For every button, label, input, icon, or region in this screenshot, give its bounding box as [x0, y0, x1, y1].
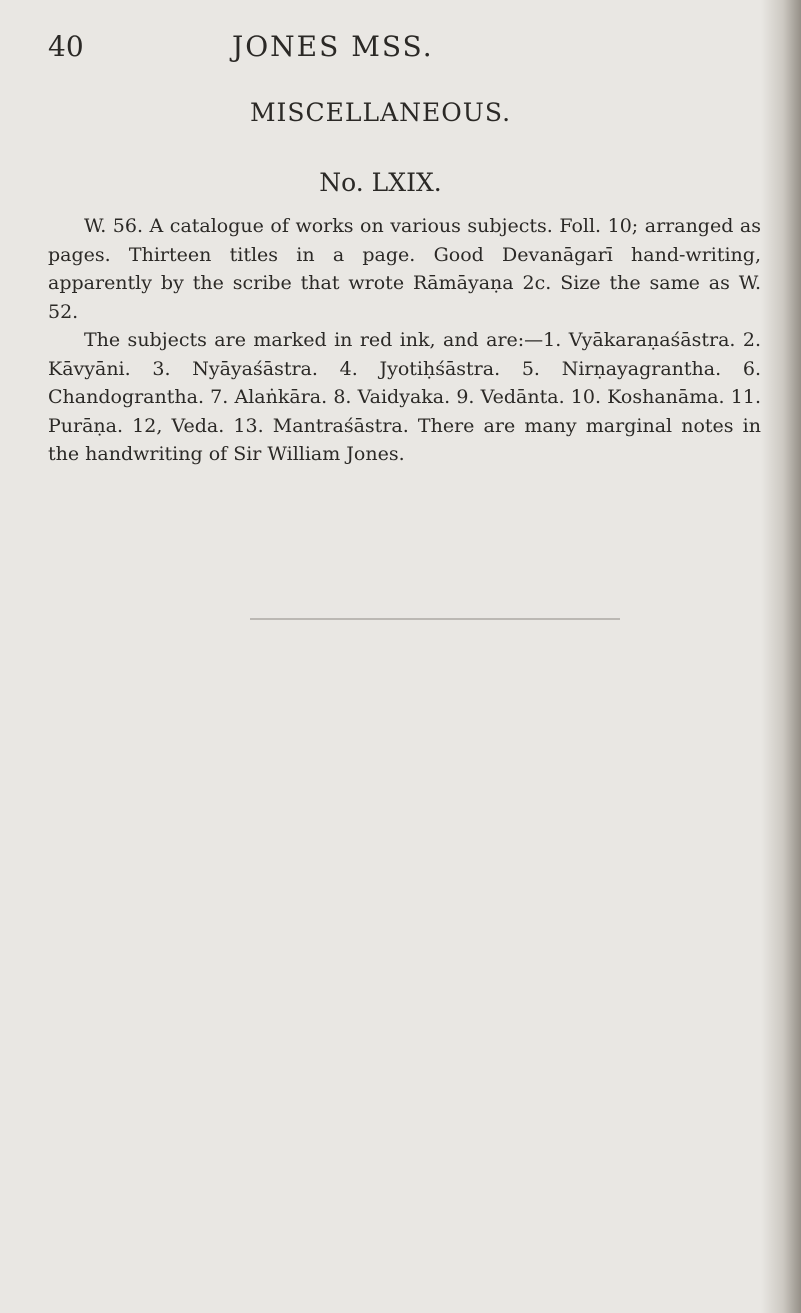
entry-body	[48, 212, 761, 469]
page-number: 40	[48, 30, 84, 63]
entry-number: No. LXIX.	[319, 168, 442, 197]
bleed-through-rule	[250, 618, 620, 620]
section-title: MISCELLANEOUS.	[249, 98, 512, 127]
entry-subjects-paragraph: The subjects are marked in red ink, and are:—1. Vyākaraṇaśāstra. 2. Kāvyāni. 3. Nyāyaśāstra. 4. Jyotiḥśāstra. 5. Nirṇayagrantha. 6. Chandograntha. 7. Alaṅkāra. 8. Vaidyaka. 9. Vedānta. 10. Koshanāma. 11. Purāṇa. 12, Veda. 13. Mantraśāstra. There are many marginal notes in the handwriting of Sir William Jones.	[48, 329, 761, 465]
page-header	[48, 30, 548, 70]
running-head: JONES MSS.	[232, 30, 434, 63]
entry-description-paragraph: W. 56. A catalogue of works on various subjects. Foll. 10; arranged as pages. Thirteen titles in a page. Good Devanāgarī hand-writing, apparently by the scribe that wrote Rāmāyaṇa 2c. Size the same as W. 52.	[48, 215, 761, 323]
